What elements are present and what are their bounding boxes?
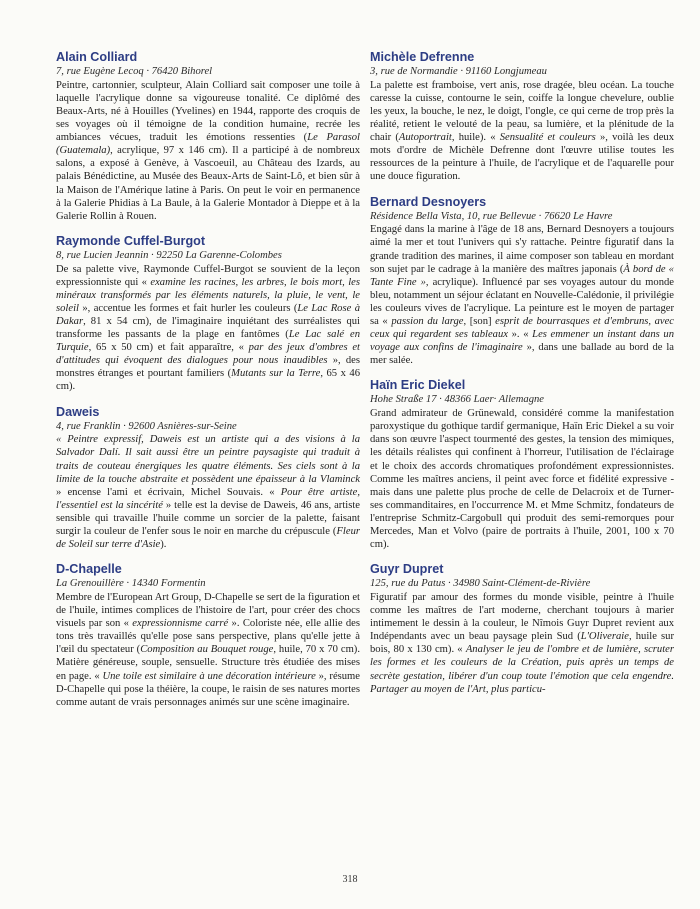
artist-address: 3, rue de Normandie · 91160 Longjumeau bbox=[370, 66, 547, 77]
italic-text: L'Oliveraie bbox=[580, 631, 629, 643]
artist-name: Raymonde Cuffel-Burgot bbox=[56, 233, 206, 248]
artist-address: La Grenouillère · 14340 Formentin bbox=[56, 578, 206, 590]
text-run: Figuratif par amour des formes du monde visible, peintre à l'huile comme les maîtres de l'art moderne, cherchant toujours à marier intimement le dessin à la couleur, le Nîmois Guyr Dupret revient aux Indépendants avec un beau paysage plein Sud ( bbox=[370, 592, 674, 643]
artist-name: Haïn Eric Diekel bbox=[370, 378, 466, 393]
left-column bbox=[56, 50, 360, 720]
artist-description bbox=[370, 223, 674, 367]
text-run: ». Coloriste née, elle allie des tons très travaillés qu'elle pose sans perspective, plans qu'elle jette à l'œil du spectateur ( bbox=[56, 618, 360, 656]
text-run: » encense l'ami et écrivain, Michel Souvais. « bbox=[56, 486, 281, 498]
text-run: Grand admirateur de Grünewald, considéré comme la manifestation paroxystique du gothique tardif germanique, Haïn Eric Diekel a su voir dans son œuvre l'aspect tourmenté des gestes, la tension des mimiques, les détails réalistes qui confinent à l'horreur, l'utilisation de l'éclairage et le choix des accords chromatiques profondément expressionnistes. Comme les maîtres anciens, il peint avec force et fidélité expressive - mais dans une palette plus proche de celle de Delacroix et de Turner- ses commanditaires, en l'occurrence M. et Mme Schmitz, fondateurs de l'entreprise Schmitz-Cargobull qui produit des semi-remorques pour Mercedes, Man et Volvo (paire de portraits à l'huile, 2001, 100 x 70 cm). bbox=[370, 408, 674, 551]
page-number: 318 bbox=[342, 874, 358, 885]
artist-entry-guyr-dupret bbox=[370, 562, 674, 696]
italic-text: Les emmener un instant dans un voyage aux confins de l'imaginaire bbox=[370, 329, 675, 354]
artist-entry-alain-colliard bbox=[56, 50, 360, 223]
text-run: De sa palette vive, Raymonde Cuffel-Burgot se souvient de la leçon expressionniste qui « bbox=[56, 263, 360, 288]
text-run: , huile sur bois, 80 x 130 cm). « bbox=[370, 631, 674, 656]
artist-description bbox=[56, 263, 360, 394]
italic-text: esprit de bourrasques et d'embruns, avec ceux qui regardent ses tableaux bbox=[370, 316, 675, 341]
artist-address: 8, rue Lucien Jeannin · 92250 La Garenne-Colombes bbox=[56, 249, 282, 261]
text-run: », accentue les formes et fait hurler les couleurs ( bbox=[78, 302, 298, 314]
text-run: , 65 x 46 cm). bbox=[56, 368, 360, 393]
italic-text: par des jeux d'ombres et d'attitudes qui évoquent des dialogues pour nous inaudibles bbox=[56, 342, 360, 367]
italic-text: À bord de « Tante Fine » bbox=[370, 263, 674, 288]
text-run: Engagé dans la marine à l'âge de 18 ans, Bernard Desnoyers a toujours aimé la mer et tout l'univers qui s'y rattache. Peintre figuratif dans la grande tradition des marines, il aime composer son tableau en mordant son sujet par le cadrage à la manière des maîtres japonais ( bbox=[370, 224, 674, 275]
italic-text: expressionnisme carré bbox=[132, 618, 229, 630]
italic-text: Le Parasol (Guatemala) bbox=[56, 132, 361, 157]
artist-description bbox=[370, 407, 674, 551]
italic-text: Mutants sur la Terre bbox=[231, 368, 321, 380]
artist-address: 125, rue du Patus · 34980 Saint-Clément-de-Rivière bbox=[370, 578, 591, 590]
artist-address: Résidence Bella Vista, 10, rue Bellevue · 76620 Le Havre bbox=[370, 210, 613, 222]
text-run: La palette est framboise, vert anis, rose dragée, bleu océan. La touche caresse la cuisse, contourne le sein, coiffe la longue chevelure, oublie les yeux, la bouche, le nez, le doigt, l'ongle, ce qui cerne de trop près la réalité, retient le velouté de la peau, sa lumière, et la plénitude de la chair ( bbox=[370, 79, 674, 144]
text-run: Peintre, cartonnier, sculpteur, Alain Colliard sait composer une toile à laquelle l'acrylique donne sa vigoureuse tonalité. Ce diplômé des Beaux-Arts, né à Houilles (Yvelines) en 1944, rapporte des croquis de ses voyages où il témoigne de la condition humaine, recrée les ambiances vécues, traduit les émotions ressenties ( bbox=[56, 79, 360, 144]
artist-entry-hain-eric-diekel bbox=[370, 378, 674, 551]
text-run: , acrylique). Influencé par ses voyages autour du monde bleu, notamment un séjour éclatant en Nouvelle-Calédonie, il privilégie les couleurs vives de l'acrylique. La peinture est le moyen de partager sa « bbox=[370, 276, 674, 327]
italic-text: Pour être artiste, l'essentiel est la sincérité bbox=[56, 486, 360, 511]
text-run: , acrylique, 97 x 146 cm). Il a participé à de nombreux salons, a exposé à Genève, à Vascoeuil, au Château des Izards, au palais Bénédictine, au Musée des Beaux-Arts de Saint-Lô, et bien sûr à la Maison de l'Amérique latine à Paris. On peut le voir en permanence à la Galerie Phidias à La Baule, à la Galerie Montador à Dieppe et à la Galerie Rollin à Rouen. bbox=[56, 145, 360, 222]
artist-description bbox=[370, 591, 674, 696]
text-run: Membre de l'European Art Group, D-Chapelle se sert de la figuration et de l'huile, intimes complices de l'histoire de l'art, pour créer des chocs visuels par son « bbox=[56, 592, 360, 630]
artist-address: 7, rue Eugène Lecoq · 76420 Bihorel bbox=[56, 66, 213, 77]
text-run: », voilà les deux mots d'ordre de Michèle Defrenne dont l'œuvre utilise toutes les ressources de la peinture à l'huile, de l'acrylique et de l'aquarelle pour une douce figuration. bbox=[370, 132, 674, 183]
text-run: , [son] bbox=[463, 316, 496, 327]
artist-description bbox=[56, 433, 360, 551]
artist-entry-bernard-desnoyers bbox=[370, 195, 674, 368]
text-run: » telle est la devise de Daweis, 46 ans, artiste sensible qui travaille l'huile comme un sorcier de la palette, faisant surgir la couleur de l'enfer sous le noir en marche du crépuscule ( bbox=[56, 499, 360, 538]
italic-text: « Peintre expressif, Daweis est un artiste qui a des visions à la Salvador Dalí. Il sait aussi être un peintre paysagiste qui traduit à traits de couteau énergiques les quatre éléments. Ses ciels sont à la limite de la touche abstraite et possèdent une épaisseur à la Vlaminck bbox=[56, 434, 360, 485]
artist-entry-daweis bbox=[56, 405, 360, 552]
italic-text: passion du large bbox=[391, 316, 464, 327]
artist-name: Daweis bbox=[56, 404, 100, 419]
text-run: », résume D-Chapelle qui pose la théière, la coupe, le raisin de ses natures mortes comme autant de vrais personnages animés sur une scène imaginaire. bbox=[56, 670, 361, 708]
artist-name: Bernard Desnoyers bbox=[370, 194, 487, 209]
text-run: , 65 x 50 cm) et fait apparaître, « bbox=[88, 342, 249, 354]
artist-description bbox=[56, 79, 360, 223]
italic-text: Le Lac salé en Turquie bbox=[56, 329, 360, 354]
italic-text: Le Lac Rose à Dakar bbox=[56, 302, 360, 327]
text-run: », des monstres étranges et pourtant familiers ( bbox=[56, 355, 360, 380]
artist-name: Michèle Defrenne bbox=[370, 50, 475, 64]
text-run: , huile). « bbox=[451, 132, 500, 144]
artist-entry-d-chapelle bbox=[56, 562, 360, 709]
artist-address: Hohe Straße 17 · 48366 Laer· Allemagne bbox=[370, 394, 544, 406]
italic-text: Fleur de Soleil sur terre d'Asie bbox=[56, 526, 360, 551]
text-run: , huile, 70 x 70 cm). Matière généreuse, souple, sensuelle. Structure très étudiée des mises en page. « bbox=[56, 644, 360, 682]
artist-address: 4, rue Franklin · 92600 Asnières-sur-Seine bbox=[56, 420, 237, 432]
italic-text: Autoportrait bbox=[398, 132, 452, 144]
artist-entry-raymonde-cuffel-burgot bbox=[56, 234, 360, 394]
italic-text: Sensualité et couleurs bbox=[499, 132, 596, 144]
italic-text: Composition au Bouquet rouge bbox=[140, 644, 274, 656]
text-run: , 81 x 54 cm), de l'imaginaire inquiétant des surréalistes qui transforme les passants de la plage en fantômes ( bbox=[56, 316, 360, 341]
artist-name: D-Chapelle bbox=[56, 562, 122, 577]
text-run: ). bbox=[160, 539, 167, 551]
italic-text: Une toile est similaire à une décoration intérieure bbox=[102, 670, 316, 682]
italic-text: Analyser le jeu de l'ombre et de lumière, scruter les formes et les couleurs de la Création, puis après un temps de secrète gestation, libérer d'un coup toute l'émotion que cela engendre. Partager au moyen de l'Art, plus particu- bbox=[370, 644, 674, 695]
artist-description bbox=[56, 591, 360, 709]
artist-entry-michele-defrenne bbox=[370, 50, 674, 184]
artist-name: Alain Colliard bbox=[56, 50, 138, 64]
right-column bbox=[370, 50, 674, 707]
text-run: », dans une ballade au bord de la mer salée. bbox=[370, 342, 675, 367]
artist-description bbox=[370, 79, 674, 184]
italic-text: examine les racines, les arbres, le bois mort, les minéraux transformés par les éléments naturels, la pluie, le vent, le soleil bbox=[56, 276, 360, 314]
artist-name: Guyr Dupret bbox=[370, 562, 444, 577]
text-run: ». « bbox=[507, 329, 533, 341]
